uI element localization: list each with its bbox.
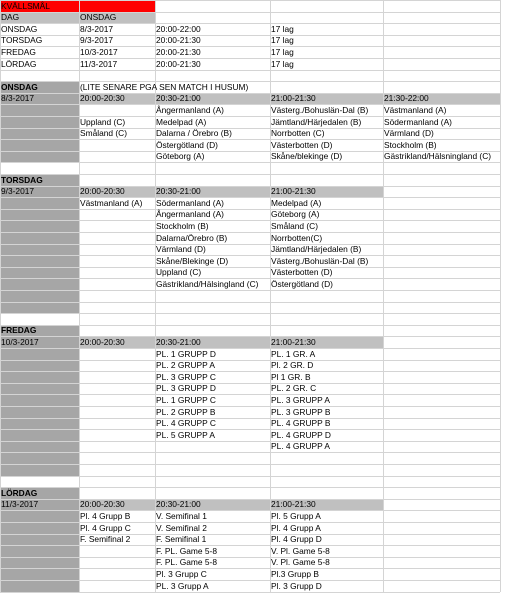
match-cell[interactable]: PL. 4 GRUPP A [271,441,330,452]
time-slot-header[interactable]: 20:30-21:00 [156,186,201,197]
torsdag-date[interactable]: 9/3-2017 [1,186,35,197]
row-gridline [0,313,500,314]
team-cell[interactable]: Ångermanland (A) [156,209,224,220]
team-cell[interactable]: Jämtland/Härjedalen (B) [271,244,362,255]
team-cell[interactable]: Småland (C) [80,128,128,139]
lordag-date[interactable]: 11/3-2017 [1,499,39,510]
summary-cell[interactable]: 10/3-2017 [80,46,118,57]
team-cell[interactable]: Ångermanland (A) [156,104,224,115]
match-cell[interactable]: Pl. 4 Grupp C [80,522,131,533]
match-cell[interactable]: Pl. 4 Grupp A [271,522,321,533]
team-cell[interactable]: Skåne/Blekinge (D) [156,255,229,266]
match-cell[interactable]: PL. 3 Grupp A [156,580,209,591]
team-cell[interactable]: Västerbotten (D) [271,139,333,150]
match-cell[interactable]: Pl. 4 Grupp D [271,534,322,545]
summary-cell[interactable]: TORSDAG [1,35,43,46]
torsdag-day-label[interactable]: TORSDAG [1,174,43,185]
lordag-day-label[interactable]: LÖRDAG [1,487,38,498]
match-cell[interactable]: PL. 2 GRUPP A [156,360,215,371]
summary-header-cell[interactable]: DAG [1,12,20,23]
fredag-date[interactable]: 10/3-2017 [1,336,39,347]
team-cell[interactable]: Värmland (D) [384,128,434,139]
column-gridline [383,0,384,592]
match-cell[interactable]: Pl. 2 GR. D [271,360,314,371]
team-cell[interactable]: Södermanland (A) [156,197,224,208]
summary-cell[interactable]: 17 lag [271,35,294,46]
onsdag-date[interactable]: 8/3-2017 [1,93,35,104]
time-slot-header[interactable]: 20:30-21:00 [156,93,201,104]
row-gridline [0,464,500,465]
time-slot-header[interactable]: 20:00-20:30 [80,93,125,104]
team-cell[interactable]: Västmanland (A) [384,104,447,115]
match-cell[interactable]: F. Semifinal 1 [156,534,207,545]
match-cell[interactable]: PL. 5 GRUPP A [156,429,215,440]
summary-header-cell[interactable]: ONSDAG [80,12,117,23]
time-slot-header[interactable]: 20:30-21:00 [156,336,201,347]
match-cell[interactable]: PL. 3 GRUPP B [271,406,331,417]
match-cell[interactable]: PL. 1 GR. A [271,348,316,359]
team-cell[interactable]: Västmanland (A) [80,197,143,208]
team-cell[interactable]: Medelpad (A) [156,116,207,127]
time-slot-header[interactable]: 20:30-21:00 [156,499,201,510]
team-cell[interactable]: Stockholm (B) [156,220,209,231]
summary-cell[interactable]: 17 lag [271,58,294,69]
summary-cell[interactable]: LÖRDAG [1,58,37,69]
column-gridline [500,0,501,592]
team-cell[interactable]: Stockholm (B) [384,139,437,150]
row-gridline [0,302,500,303]
match-cell[interactable]: PL. 3 GRUPP C [156,371,216,382]
match-cell[interactable]: V. Semifinal 2 [156,522,207,533]
summary-cell[interactable]: 20:00-22:00 [156,23,201,34]
match-cell[interactable]: PL. 2 GR. C [271,383,317,394]
match-cell[interactable]: PL. 4 GRUPP C [156,418,216,429]
match-cell[interactable]: Pl. 3 Grupp C [156,568,207,579]
team-cell[interactable]: Östergötland (D) [271,278,333,289]
time-slot-header[interactable]: 20:00-20:30 [80,499,125,510]
match-cell[interactable]: PL. 4 GRUPP D [271,429,331,440]
time-slot-header[interactable]: 21:00-21:30 [271,336,316,347]
time-slot-header[interactable]: 20:00-20:30 [80,186,125,197]
team-cell[interactable]: Värmland (D) [156,244,206,255]
summary-cell[interactable]: 11/3-2017 [80,58,118,69]
torsdag-side-fill [0,186,79,314]
onsdag-note[interactable]: (LITE SENARE PGA SEN MATCH I HUSUM) [80,81,249,92]
team-cell[interactable]: Västerbotten (D) [271,267,333,278]
match-cell[interactable]: F. Semifinal 2 [80,534,131,545]
match-cell[interactable]: Pl 1 GR. B [271,371,311,382]
summary-cell[interactable]: 20:00-21:30 [156,35,201,46]
team-cell[interactable]: Södermanland (A) [384,116,452,127]
team-cell[interactable] [79,105,154,117]
summary-cell[interactable]: 17 lag [271,23,294,34]
summary-cell[interactable]: FREDAG [1,46,36,57]
team-cell[interactable]: Dalarna/Örebro (B) [156,232,228,243]
time-slot-header[interactable]: 21:00-21:30 [271,186,316,197]
team-cell[interactable]: Småland (C) [271,220,319,231]
team-cell[interactable]: Jämtland/Härjedalen (B) [271,116,362,127]
time-slot-header[interactable]: 21:00-21:30 [271,93,316,104]
row-gridline [0,452,500,453]
match-cell[interactable]: PL. 3 GRUPP A [271,394,330,405]
match-cell[interactable]: F. PL. Game 5-8 [156,557,217,568]
team-cell[interactable]: Norrbotten(C) [271,232,323,243]
summary-cell[interactable]: 20:00-21:30 [156,46,201,57]
summary-cell[interactable]: 9/3-2017 [80,35,114,46]
match-cell[interactable]: PL. 1 GRUPP D [156,348,216,359]
fredag-day-label[interactable]: FREDAG [1,325,37,336]
onsdag-day-label[interactable]: ONSDAG [1,81,38,92]
team-cell[interactable]: Västerg./Bohuslän-Dal (B) [271,255,369,266]
match-cell[interactable]: PL. 4 GRUPP B [271,418,331,429]
time-slot-header[interactable]: 21:00-21:30 [271,499,316,510]
summary-cell[interactable]: 20:00-21:30 [156,58,201,69]
match-cell[interactable]: V. Pl. Game 5-8 [271,557,330,568]
team-cell[interactable]: Västerg./Bohuslän-Dal (B) [271,104,369,115]
match-cell[interactable]: PL. 2 GRUPP B [156,406,216,417]
match-cell[interactable]: Pl. 4 Grupp B [80,510,131,521]
team-cell[interactable]: Uppland (C) [80,116,126,127]
match-cell[interactable]: Pl. 5 Grupp A [271,510,321,521]
summary-cell[interactable]: 8/3-2017 [80,23,114,34]
team-cell[interactable]: Gästrikland/Hälsningland (C) [384,151,492,162]
team-cell[interactable]: Uppland (C) [156,267,202,278]
row-gridline [0,476,500,477]
team-cell[interactable]: Norrbotten (C) [271,128,325,139]
match-cell[interactable]: F. PL. Game 5-8 [156,545,217,556]
time-slot-header[interactable]: 21:30-22:00 [384,93,429,104]
match-cell[interactable]: V. Pl. Game 5-8 [271,545,330,556]
team-cell[interactable]: Göteborg (A) [156,151,205,162]
match-cell[interactable]: V. Semifinal 1 [156,510,207,521]
team-cell[interactable]: Göteborg (A) [271,209,320,220]
time-slot-header[interactable]: 20:00-20:30 [80,336,125,347]
sheet-title-cell[interactable]: KVÄLLSMÅL [1,0,50,11]
team-cell[interactable]: Östergötland (D) [156,139,218,150]
team-cell[interactable]: Dalarna / Örebro (B) [156,128,232,139]
team-cell[interactable]: Gästrikland/Hälsingland (C) [156,278,259,289]
match-cell[interactable]: Pl.3 Grupp B [271,568,319,579]
summary-cell[interactable]: ONSDAG [1,23,38,34]
team-cell[interactable]: Medelpad (A) [271,197,322,208]
team-cell[interactable]: Skåne/blekinge (D) [271,151,343,162]
match-cell[interactable]: PL. 3 GRUPP D [156,383,216,394]
match-cell[interactable]: PL. 1 GRUPP C [156,394,216,405]
summary-cell[interactable]: 17 lag [271,46,294,57]
match-cell[interactable]: Pl. 3 Grupp D [271,580,322,591]
